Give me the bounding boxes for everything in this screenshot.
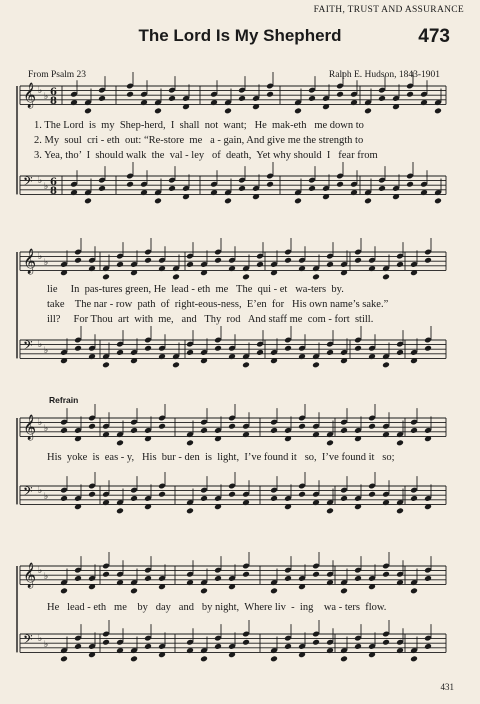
note-head [284, 257, 292, 264]
note-head [130, 655, 138, 662]
note-head [130, 495, 138, 502]
note-head [270, 495, 278, 502]
flat-icon: ♭ [38, 340, 43, 350]
note-head [308, 185, 316, 192]
verse-1-line-1: 1. The Lord is my Shep-herd, I shall not want; He mak-eth me down to [34, 120, 364, 131]
note-head [224, 107, 232, 114]
treble-clef-icon: 𝄞 [23, 563, 37, 588]
note-head [88, 491, 96, 498]
note-head [410, 655, 418, 662]
note-head [102, 571, 110, 578]
flat-icon: ♭ [38, 634, 43, 644]
note-head [102, 639, 110, 646]
note-head [158, 423, 166, 430]
note-head [382, 361, 390, 368]
note-head [200, 495, 208, 502]
note-head [256, 261, 264, 268]
note-head [364, 197, 372, 204]
note-head [270, 427, 278, 434]
note-head [88, 423, 96, 430]
note-head [186, 349, 194, 356]
note-head [154, 197, 162, 204]
note-head [186, 507, 194, 514]
note-head [308, 95, 316, 102]
note-head [378, 95, 386, 102]
flat-icon: ♭ [44, 424, 49, 434]
note-head [410, 495, 418, 502]
note-head [126, 91, 134, 98]
note-head [84, 197, 92, 204]
note-head [326, 349, 334, 356]
flat-icon: ♭ [44, 346, 49, 356]
note-head [368, 423, 376, 430]
note-head [340, 495, 348, 502]
refrain-label: Refrain [49, 395, 79, 405]
note-head [340, 427, 348, 434]
note-head [158, 491, 166, 498]
note-head [200, 655, 208, 662]
note-head [312, 571, 320, 578]
time-signature-top: 6 [50, 87, 57, 98]
note-head [242, 639, 250, 646]
note-head [298, 491, 306, 498]
note-head [326, 507, 334, 514]
flat-icon: ♭ [38, 86, 43, 96]
note-head [406, 91, 414, 98]
note-head [130, 587, 138, 594]
bass-clef-icon: 𝄢 [23, 484, 33, 502]
note-head [396, 439, 404, 446]
flat-icon: ♭ [38, 252, 43, 262]
note-head [60, 427, 68, 434]
note-head [144, 257, 152, 264]
note-head [266, 181, 274, 188]
note-head [354, 257, 362, 264]
flat-icon: ♭ [44, 640, 49, 650]
note-head [186, 439, 194, 446]
verse-1-line-2: lie In pas-tures green, He lead - eth me The qui - et wa-ters by. [47, 284, 344, 295]
flat-icon: ♭ [44, 182, 49, 192]
note-head [102, 273, 110, 280]
note-head [410, 587, 418, 594]
note-head [424, 257, 432, 264]
note-head [378, 185, 386, 192]
time-signature-bottom: 8 [50, 186, 57, 197]
note-head [312, 361, 320, 368]
note-head [116, 439, 124, 446]
note-head [242, 273, 250, 280]
note-head [144, 643, 152, 650]
note-head [256, 349, 264, 356]
note-head [228, 491, 236, 498]
note-head [382, 639, 390, 646]
flat-icon: ♭ [44, 572, 49, 582]
note-head [364, 107, 372, 114]
note-head [382, 273, 390, 280]
note-head [238, 95, 246, 102]
note-head [168, 95, 176, 102]
note-head [84, 107, 92, 114]
note-head [74, 643, 82, 650]
note-head [238, 185, 246, 192]
flat-icon: ♭ [38, 566, 43, 576]
flat-icon: ♭ [44, 258, 49, 268]
page-number: 431 [440, 682, 454, 692]
note-head [294, 107, 302, 114]
note-head [74, 575, 82, 582]
flat-icon: ♭ [38, 176, 43, 186]
time-signature-bottom: 8 [50, 96, 57, 107]
flat-icon: ♭ [44, 92, 49, 102]
note-head [60, 495, 68, 502]
composer-credit: Ralph E. Hudson, 1843-1901 [328, 70, 440, 80]
note-head [242, 571, 250, 578]
note-head [74, 257, 82, 264]
treble-clef-icon: 𝄞 [23, 415, 37, 440]
note-head [98, 95, 106, 102]
note-head [224, 197, 232, 204]
hymn-title: The Lord Is My Shepherd [138, 26, 342, 45]
note-head [410, 427, 418, 434]
note-head [228, 423, 236, 430]
note-head [396, 507, 404, 514]
bass-clef-icon: 𝄢 [23, 632, 33, 650]
note-head [214, 643, 222, 650]
note-head [368, 491, 376, 498]
note-head [312, 639, 320, 646]
note-head [424, 575, 432, 582]
note-head [144, 345, 152, 352]
note-head [126, 181, 134, 188]
note-head [214, 575, 222, 582]
note-head [214, 345, 222, 352]
verse-3-line-2: ill? For Thou art with me, and Thy rod And staff me com - fort still. [47, 314, 374, 325]
note-head [396, 261, 404, 268]
note-head [340, 587, 348, 594]
flat-icon: ♭ [44, 492, 49, 502]
note-head [130, 427, 138, 434]
note-head [396, 349, 404, 356]
note-head [200, 427, 208, 434]
note-head [270, 655, 278, 662]
note-head [434, 107, 442, 114]
note-head [116, 507, 124, 514]
note-head [266, 91, 274, 98]
treble-clef-icon: 𝄞 [23, 83, 37, 108]
note-head [270, 587, 278, 594]
flat-icon: ♭ [38, 486, 43, 496]
note-head [424, 643, 432, 650]
note-head [406, 181, 414, 188]
note-head [354, 575, 362, 582]
note-head [284, 345, 292, 352]
note-head [354, 643, 362, 650]
note-head [336, 181, 344, 188]
bass-clef-icon: 𝄢 [23, 174, 33, 192]
time-signature-top: 6 [50, 177, 57, 188]
note-head [434, 197, 442, 204]
note-head [186, 261, 194, 268]
refrain-line-2: He lead - eth me by day and by night, Where liv - ing wa - ters flow. [47, 602, 387, 613]
note-head [172, 273, 180, 280]
note-head [74, 345, 82, 352]
note-head [298, 423, 306, 430]
bass-clef-icon: 𝄢 [23, 338, 33, 356]
hymn-number: 473 [418, 26, 450, 47]
note-head [242, 361, 250, 368]
note-head [172, 361, 180, 368]
note-head [284, 643, 292, 650]
note-head [354, 345, 362, 352]
note-head [326, 439, 334, 446]
note-head [294, 197, 302, 204]
note-head [382, 571, 390, 578]
refrain-line-1: His yoke is eas - y, His bur - den is light, I’ve found it so, I’ve found it so; [47, 452, 395, 463]
note-head [326, 261, 334, 268]
note-head [116, 349, 124, 356]
treble-clef-icon: 𝄞 [23, 249, 37, 274]
note-head [60, 587, 68, 594]
note-head [154, 107, 162, 114]
note-head [98, 185, 106, 192]
flat-icon: ♭ [38, 418, 43, 428]
note-head [200, 587, 208, 594]
note-head [116, 261, 124, 268]
note-head [214, 257, 222, 264]
text-source: From Psalm 23 [28, 70, 87, 80]
note-head [284, 575, 292, 582]
note-head [168, 185, 176, 192]
note-head [336, 91, 344, 98]
note-head [340, 655, 348, 662]
verse-2-line-2: take The nar - row path of right-eous-ness, E’en for His own name’s sake.” [47, 299, 389, 310]
verse-2-line-1: 2. My soul cri - eth out: “Re-store me a - gain, And give me the strength to [34, 135, 364, 146]
note-head [102, 361, 110, 368]
section-heading: FAITH, TRUST AND ASSURANCE [313, 5, 464, 15]
note-head [424, 345, 432, 352]
note-head [60, 655, 68, 662]
note-head [144, 575, 152, 582]
note-head [312, 273, 320, 280]
verse-3-line-1: 3. Yea, tho’ I should walk the val - ley of death, Yet why should I fear from [34, 150, 378, 161]
